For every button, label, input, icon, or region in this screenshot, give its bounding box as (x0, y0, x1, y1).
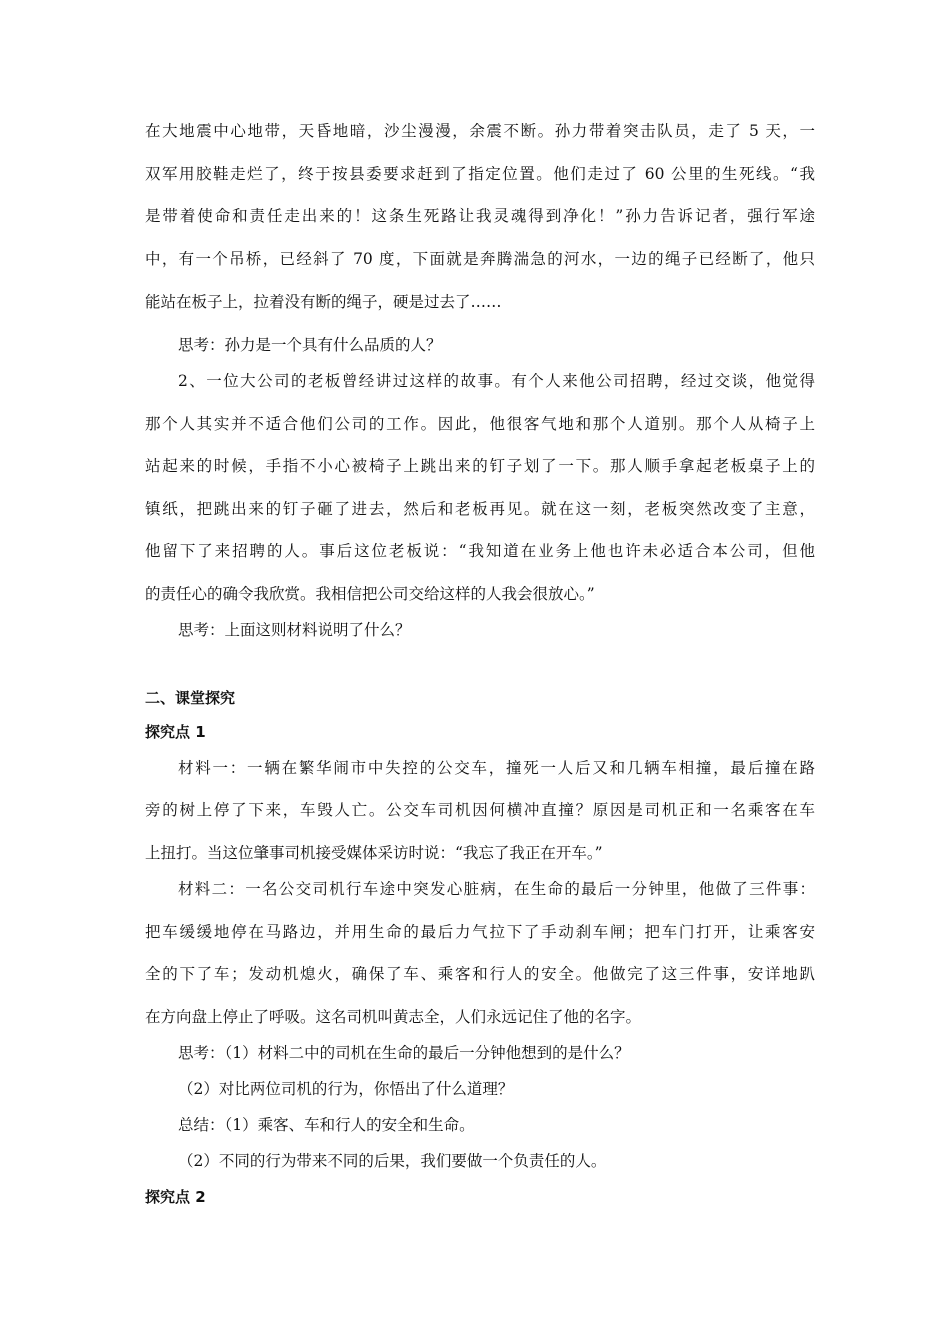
material2-line: 把车缓缓地停在马路边，并用生命的最后力气拉下了手动刹车闸；把车门打开，让乘客安 (145, 923, 815, 941)
story-line: 在大地震中心地带，天昏地暗，沙尘漫漫，余震不断。孙力带着突击队员，走了 5 天，一 (145, 122, 815, 140)
material2-line: 在方向盘上停止了呼吸。这名司机叫黄志全，人们永远记住了他的名字。 (145, 1008, 642, 1026)
material1-line: 材料一：一辆在繁华闹市中失控的公交车，撞死一人后又和几辆车相撞，最后撞在路 (178, 759, 815, 777)
story-line: 能站在板子上，拉着没有断的绳子，硬是过去了…… (145, 293, 502, 311)
story-question: 思考：孙力是一个具有什么品质的人？ (178, 336, 442, 354)
material2-line: 全的下了车；发动机熄火，确保了车、乘客和行人的安全。他做完了这三件事，安详地趴 (145, 965, 815, 983)
section-title: 二、课堂探究 (145, 689, 236, 707)
think-question-2: （2）对比两位司机的行为，你悟出了什么道理？ (178, 1080, 514, 1098)
story-line: 中，有一个吊桥，已经斜了 70 度，下面就是奔腾湍急的河水，一边的绳子已经断了，他只 (145, 250, 815, 268)
material1-line: 旁的树上停了下来，车毁人亡。公交车司机因何横冲直撞？原因是司机正和一名乘客在车 (145, 801, 815, 819)
story-line: 是带着使命和责任走出来的！这条生死路让我灵魂得到净化！”孙力告诉记者，强行军途 (145, 207, 815, 225)
story-line: 双军用胶鞋走烂了，终于按县委要求赶到了指定位置。他们走过了 60 公里的生死线。“我 (145, 165, 815, 183)
story2-line: 的责任心的确令我欣赏。我相信把公司交给这样的人我会很放心。” (145, 585, 595, 603)
subsection-title-2: 探究点 2 (145, 1188, 206, 1206)
story2-line: 2、一位大公司的老板曾经讲过这样的故事。有个人来他公司招聘，经过交谈，他觉得 (178, 372, 815, 390)
story2-question: 思考：上面这则材料说明了什么？ (178, 621, 411, 639)
material1-line: 上扭打。当这位肇事司机接受媒体采访时说：“我忘了我正在开车。” (145, 844, 603, 862)
story2-line: 那个人其实并不适合他们公司的工作。因此，他很客气地和那个人道别。那个人从椅子上 (145, 415, 815, 433)
subsection-title-1: 探究点 1 (145, 723, 206, 741)
summary-1: 总结：（1）乘客、车和行人的安全和生命。 (178, 1116, 475, 1134)
material2-line: 材料二：一名公交司机行车途中突发心脏病，在生命的最后一分钟里，他做了三件事： (178, 880, 815, 898)
summary-2: （2）不同的行为带来不同的后果，我们要做一个负责任的人。 (178, 1152, 607, 1170)
story2-line: 站起来的时候，手指不小心被椅子上跳出来的钉子划了一下。那人顺手拿起老板桌子上的 (145, 457, 815, 475)
think-question-1: 思考：（1）材料二中的司机在生命的最后一分钟他想到的是什么？ (178, 1044, 630, 1062)
story2-line: 镇纸，把跳出来的钉子砸了进去，然后和老板再见。就在这一刻，老板突然改变了主意， (145, 500, 815, 518)
story2-line: 他留下了来招聘的人。事后这位老板说：“我知道在业务上他也许未必适合本公司，但他 (145, 542, 815, 560)
